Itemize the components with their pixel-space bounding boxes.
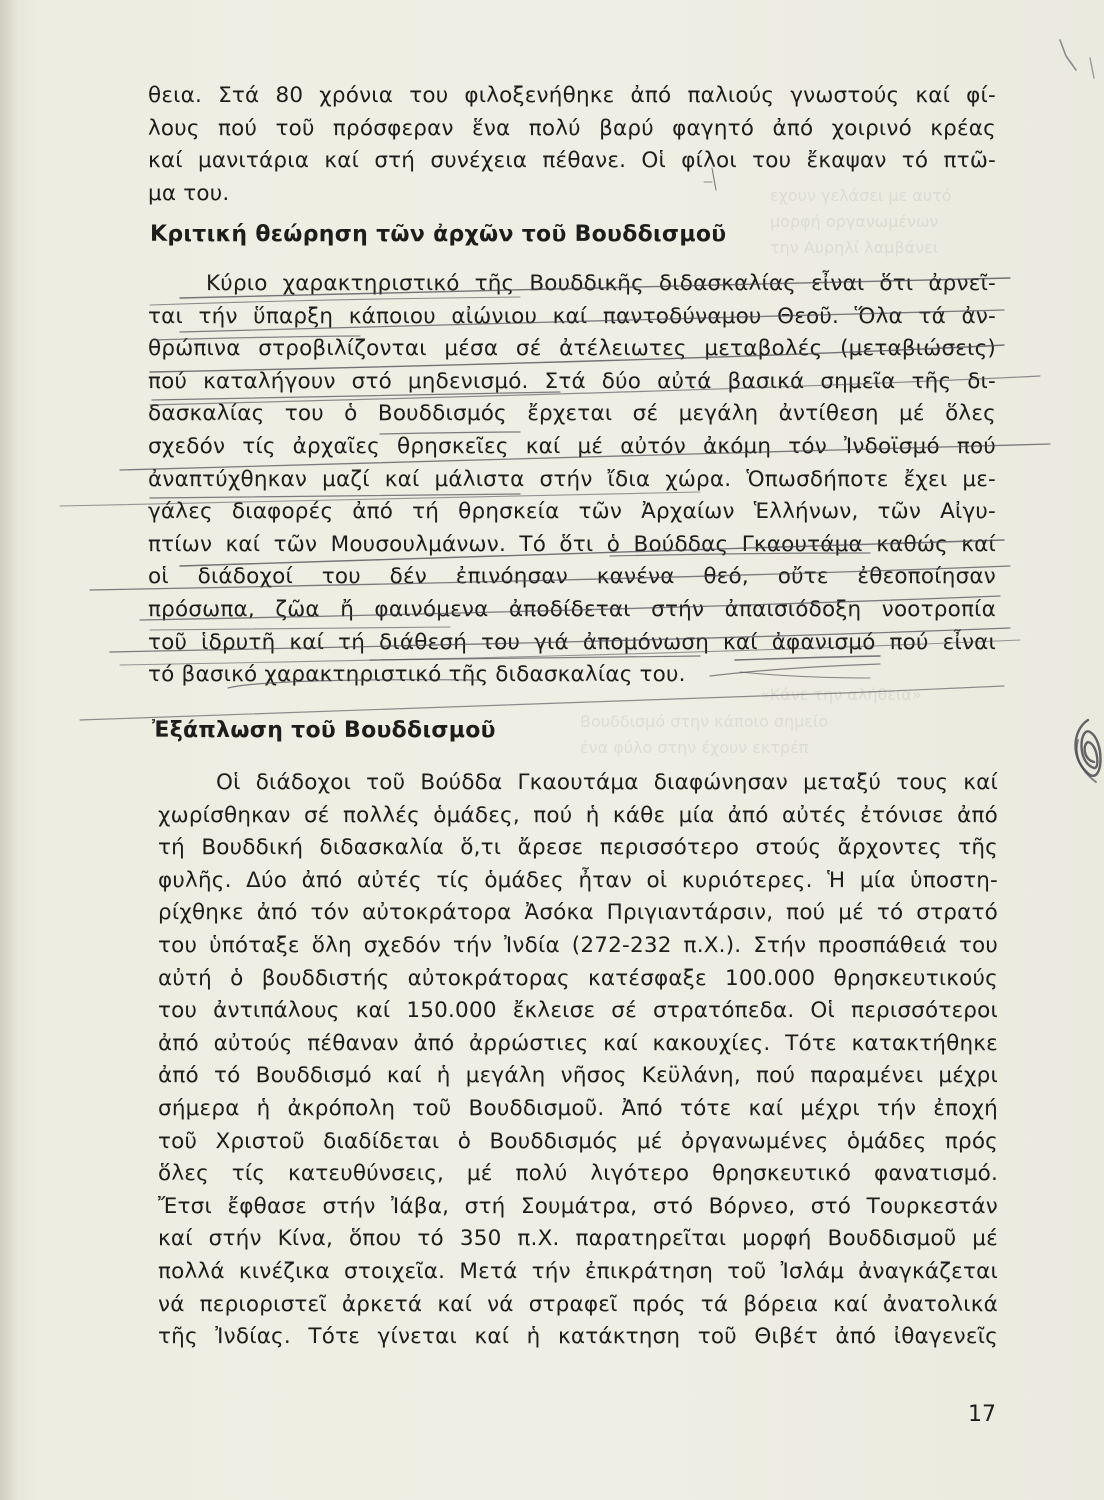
- text-line: πού καταλήγουν στό μηδενισμό. Στά δύο αὐτά βασικά σημεῖα τῆς δι-: [148, 368, 996, 394]
- intro-paragraph: [148, 80, 996, 210]
- page-spine-shadow: [0, 0, 18, 1500]
- text-line: ἀπό αὐτούς πέθαναν ἀπό ἀρρώστιες καί κακουχίες. Τότε κατακτήθηκε: [158, 1030, 998, 1056]
- text-line: δασκαλίας του ὁ Βουδδισμός ἔρχεται σέ μεγάλη ἀντίθεση μέ ὅλες: [148, 401, 996, 427]
- show-through-text: την Αυρηλί λαμβάνει: [770, 238, 939, 257]
- text-line: φυλῆς. Δύο ἀπό αὐτές τίς ὁμάδες ἦταν οἱ κυριότερες. Ἡ μία ὑποστη-: [158, 867, 998, 893]
- text-line: λους πού τοῦ πρόσφεραν ἕνα πολύ βαρύ φαγητό ἀπό χοιρινό κρέας: [148, 115, 996, 141]
- pencil-corner-mark: [1060, 40, 1076, 70]
- show-through-text: μορφή οργανωμένων: [770, 212, 939, 231]
- text-line: πρόσωπα, ζῶα ἤ φαινόμενα ἀποδίδεται στήν ἀπαισιόδοξη νοοτροπία: [148, 596, 996, 622]
- section-heading-spread: Ἐξάπλωση τοῦ Βουδδισμοῦ: [152, 718, 496, 743]
- text-line: χωρίσθηκαν σέ πολλές ὁμάδες, πού ἡ κάθε μία ἀπό αὐτές ἐτόνισε ἀπό: [158, 802, 998, 828]
- text-line: πολλά κινέζικα στοιχεῖα. Μετά τήν ἐπικράτηση τοῦ Ἰσλάμ ἀναγκάζεται: [158, 1258, 998, 1284]
- pencil-margin-scribble: [1077, 740, 1096, 782]
- text-line: του ἀντιπάλους καί 150.000 ἔκλεισε σέ στρατόπεδα. Οἱ περισσότεροι: [158, 998, 998, 1024]
- text-line: αὐτή ὁ βουδδιστής αὐτοκράτορας κατέσφαξε 100.000 θρησκευτικούς: [158, 965, 998, 991]
- text-line: ὅλες τίς κατευθύνσεις, μέ πολύ λιγότερο θρησκευτικό φανατισμό.: [158, 1161, 998, 1187]
- text-line: τοῦ Χριστοῦ διαδίδεται ὁ Βουδδισμός μέ ὀργανωμένες ὁμάδες πρός: [158, 1128, 998, 1154]
- text-line: τῆς Ἰνδίας. Τότε γίνεται καί ἡ κατάκτηση τοῦ Θιβέτ ἀπό ἰθαγενεῖς: [158, 1324, 998, 1350]
- text-line: του ὑπόταξε ὅλη σχεδόν τήν Ἰνδία (272-232 π.Χ.). Στήν προσπάθειά του: [158, 932, 998, 958]
- text-line: Οἱ διάδοχοι τοῦ Βούδδα Γκαουτάμα διαφώνησαν μεταξύ τους καί: [216, 770, 998, 795]
- show-through-text: «Κάνε την αλήθεια»: [760, 685, 922, 704]
- text-line: Ἔτσι ἔφθασε στήν Ἰάβα, στή Σουμάτρα, στό Βόρνεο, στό Τουρκεστάν: [158, 1193, 998, 1219]
- text-line: Κύριο χαρακτηριστικό τῆς Βουδδικῆς διδασκαλίας εἶναι ὅτι ἀρνεῖ-: [206, 271, 996, 296]
- critique-paragraph: [148, 268, 996, 692]
- show-through-text: εχουν γελάσει με αυτό: [770, 186, 952, 205]
- spread-paragraph: [158, 767, 998, 1354]
- page-number: 17: [968, 1402, 996, 1427]
- text-line: ται τήν ὕπαρξη κάποιου αἰώνιου καί παντοδύναμου Θεοῦ. Ὅλα τά ἀν-: [148, 303, 996, 329]
- pencil-corner-mark: [1090, 58, 1094, 78]
- text-line: καί μανιτάρια καί στή συνέχεια πέθανε. Οἱ φίλοι του ἔκαψαν τό πτῶ-: [148, 148, 996, 174]
- text-line: πτίων καί τῶν Μουσουλμάνων. Τό ὅτι ὁ Βούδδας Γκαουτάμα καθώς καί: [148, 531, 996, 557]
- text-line: θεια. Στά 80 χρόνια του φιλοξενήθηκε ἀπό παλιούς γνωστούς καί φί-: [148, 83, 996, 108]
- text-line: ρίχθηκε ἀπό τόν αὐτοκράτορα Ἀσόκα Πριγιαντάρσιν, πού μέ τό στρατό: [158, 900, 998, 926]
- show-through-text: Βουδδισμό στην κάποιο σημείο: [580, 712, 829, 731]
- text-line: μα του.: [148, 180, 230, 206]
- text-line: νά περιοριστεῖ ἀρκετά καί νά στραφεῖ πρός τά βόρεια καί ἀνατολικά: [158, 1291, 998, 1317]
- text-line: γάλες διαφορές ἀπό τή θρησκεία τῶν Ἀρχαίων Ἑλλήνων, τῶν Αἰγυ-: [148, 499, 996, 525]
- text-line: οἱ διάδοχοί του δέν ἐπινόησαν κανένα θεό, οὔτε ἐθεοποίησαν: [148, 564, 996, 590]
- text-line: ἀπό τό Βουδδισμό καί ἡ μεγάλη νῆσος Κεϋλάνη, πού παραμένει μέχρι: [158, 1063, 998, 1089]
- show-through-text: ένα φύλο στην έχουν εκτρέπ: [580, 738, 809, 757]
- text-line: καί στήν Κίνα, ὅπου τό 350 π.Χ. παρατηρεῖται μορφή Βουδδισμοῦ μέ: [158, 1226, 998, 1252]
- text-line: θρώπινα στροβιλίζονται μέσα σέ ἀτέλειωτες μεταβολές (μεταβιώσεις): [148, 336, 996, 362]
- section-heading-critique: Κριτική θεώρηση τῶν ἀρχῶν τοῦ Βουδδισμοῦ: [150, 222, 727, 247]
- text-line: σχεδόν τίς ἀρχαῖες θρησκεῖες καί μέ αὐτόν ἀκόμη τόν Ἰνδοϊσμό πού: [148, 433, 996, 459]
- pencil-margin-scribble: [1076, 720, 1101, 776]
- text-line: τοῦ ἱδρυτῆ καί τή διάθεσή του γιά ἀπομόνωση καί ἀφανισμό πού εἶναι: [148, 629, 996, 655]
- text-line: τή Βουδδική διδασκαλία ὅ,τι ἄρεσε περισσότερο στούς ἄρχοντες τῆς: [158, 835, 998, 861]
- text-line: ἀναπτύχθηκαν μαζί καί μάλιστα στήν ἴδια χώρα. Ὁπωσδήποτε ἔχει με-: [148, 466, 996, 492]
- text-line: τό βασικό χαρακτηριστικό τῆς διδασκαλίας του.: [148, 662, 686, 688]
- text-line: σήμερα ἡ ἀκρόπολη τοῦ Βουδδισμοῦ. Ἀπό τότε καί μέχρι τήν ἐποχή: [158, 1095, 998, 1121]
